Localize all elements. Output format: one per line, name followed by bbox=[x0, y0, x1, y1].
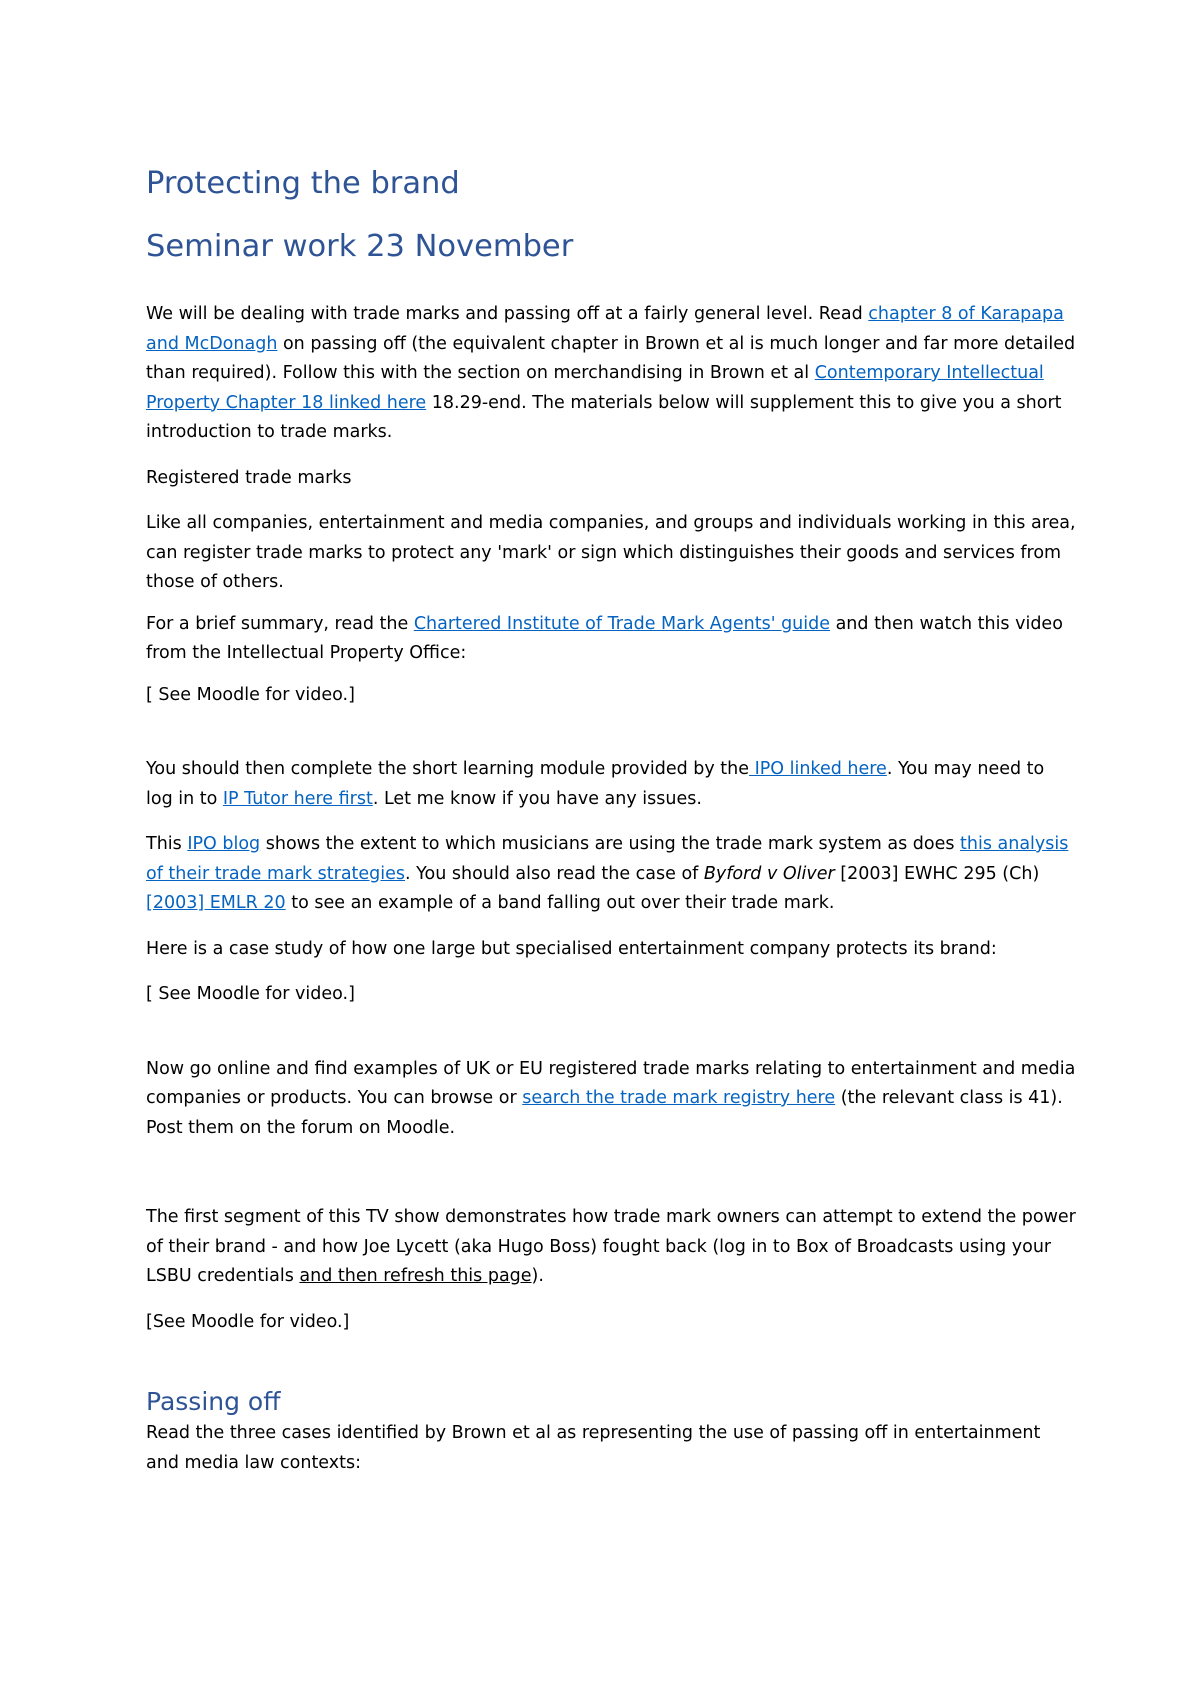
contemporary-ip-link[interactable]: Contemporary Intellectual Property Chapter 18 linked here bbox=[146, 363, 1044, 413]
karapapa-chapter-link[interactable]: chapter 8 of Karapapa and McDonagh bbox=[146, 304, 1064, 354]
document-body bbox=[146, 164, 1076, 1478]
tv-show-paragraph: The first segment of this TV show demonstrates how trade mark owners can attempt to extend the power of their brand - and how Joe Lycett (aka Hugo Boss) fought back (log in to Box of Broadcasts using your LSBU credentials and then refresh this page). bbox=[146, 1207, 1076, 1286]
citma-guide-link[interactable]: Chartered Institute of Trade Mark Agents' guide bbox=[413, 613, 831, 634]
page-subtitle: Seminar work 23 November bbox=[146, 229, 574, 264]
ip-tutor-link[interactable]: IP Tutor here first bbox=[222, 788, 373, 809]
intro-paragraph: We will be dealing with trade marks and passing off at a fairly general level. Read chapter 8 of Karapapa and McDonagh on passing off (the equivalent chapter in Brown et al is much longer and far more detailed than required). Follow this with the section on merchandising in Brown et al Contemporary Intellectual Property Chapter 18 linked here 18.29-end. The materials below will supplement this to give you a short introduction to trade marks. bbox=[146, 304, 1076, 442]
video-note: [ See Moodle for video.] bbox=[146, 984, 355, 1004]
video-note: [See Moodle for video.] bbox=[146, 1311, 350, 1332]
case-study-paragraph: Here is a case study of how one large but specialised entertainment company protects its brand: bbox=[146, 938, 997, 959]
summary-paragraph: For a brief summary, read the Chartered Institute of Trade Mark Agents' guide and then watch this video from the Intellectual Property Office: bbox=[146, 613, 1063, 663]
case-name: Byford v Oliver bbox=[703, 863, 835, 884]
refresh-page-text: and then refresh this page bbox=[299, 1266, 532, 1286]
registered-paragraph: Like all companies, entertainment and media companies, and groups and individuals working in this area, can register trade marks to protect any 'mark' or sign which distinguishes their goods and services from those of others. bbox=[146, 513, 1076, 592]
emlr-citation-link[interactable]: [2003] EMLR 20 bbox=[146, 893, 286, 913]
blog-paragraph: This IPO blog shows the extent to which musicians are using the trade mark system as does this analysis of their trade mark strategies. You should also read the case of Byford v Oliver [2003] EWHC 295 (Ch) [2003] EMLR 20 to see an example of a band falling out over their trade mark. bbox=[146, 834, 1069, 913]
module-paragraph: You should then complete the short learning module provided by the IPO linked here. You may need to log in to IP Tutor here first. Let me know if you have any issues. bbox=[146, 759, 1045, 809]
page-title: Protecting the brand bbox=[146, 166, 460, 201]
trade-mark-strategies-link[interactable]: this analysis of their trade mark strategies bbox=[146, 834, 1069, 884]
ipo-module-link[interactable]: IPO linked here bbox=[749, 759, 887, 779]
registered-trade-marks-heading: Registered trade marks bbox=[146, 467, 352, 488]
online-paragraph: Now go online and find examples of UK or EU registered trade marks relating to entertainment and media companies or products. You can browse or search the trade mark registry here (the relevant class is 41). Post them on the forum on Moodle. bbox=[146, 1058, 1076, 1138]
video-note: [ See Moodle for video.] bbox=[146, 684, 355, 705]
trade-mark-registry-link[interactable]: search the trade mark registry here bbox=[522, 1088, 836, 1108]
ipo-blog-link[interactable]: IPO blog bbox=[187, 834, 261, 854]
passing-off-heading: Passing off bbox=[146, 1387, 281, 1416]
passing-off-paragraph: Read the three cases identified by Brown et al as representing the use of passing off in entertainment and media law contexts: bbox=[146, 1423, 1041, 1473]
